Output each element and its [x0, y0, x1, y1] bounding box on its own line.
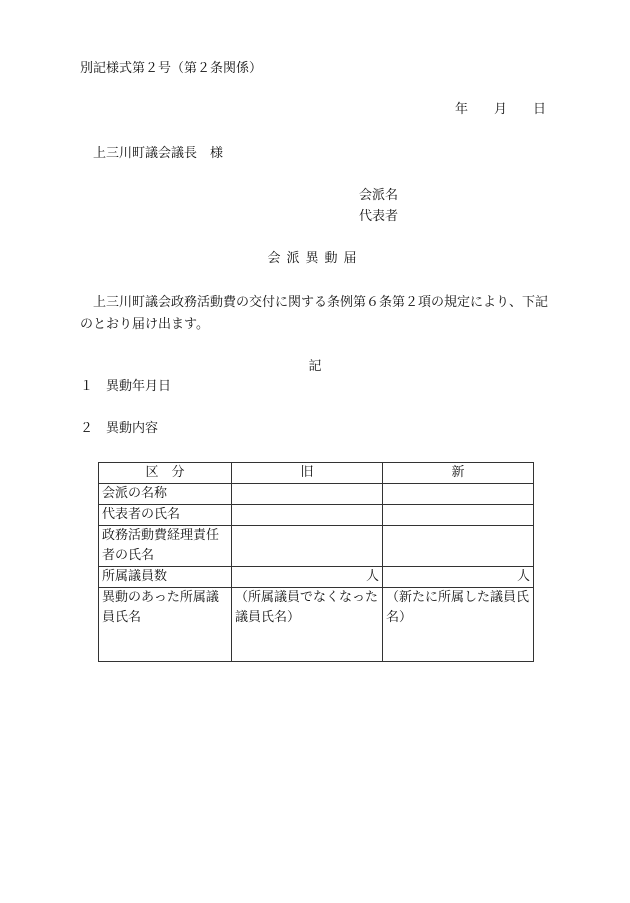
header-category: 区 分 [99, 463, 232, 484]
date-year-label: 年 [455, 102, 469, 117]
item-1 [80, 378, 171, 396]
form-number: 別記様式第２号（第２条関係） [80, 61, 263, 76]
table-row [99, 484, 534, 505]
row-old [232, 526, 383, 567]
row-new: 人 [383, 567, 534, 588]
row-new [383, 484, 534, 505]
date-day-label: 日 [533, 102, 547, 117]
header-new: 新 [383, 463, 534, 484]
ki-mark: 記 [308, 359, 322, 374]
group-name-label: 会派名 [359, 188, 399, 203]
row-new [383, 505, 534, 526]
item-2-label: 異動内容 [106, 421, 159, 436]
row-label: 代表者の氏名 [99, 505, 232, 526]
row-old [232, 505, 383, 526]
table-row [99, 567, 534, 588]
row-old: 人 [232, 567, 383, 588]
row-old: （所属議員でなくなった議員氏名） [232, 588, 383, 662]
row-new [383, 526, 534, 567]
row-label: 所属議員数 [99, 567, 232, 588]
document-title: 会派異動届 [267, 251, 363, 266]
row-label: 会派の名称 [99, 484, 232, 505]
item-1-label: 異動年月日 [106, 379, 172, 394]
item-1-number: １ [80, 379, 94, 394]
row-old [232, 484, 383, 505]
row-label: 異動のあった所属議員氏名 [99, 588, 232, 662]
date-line [455, 101, 546, 119]
table-header-row [99, 463, 534, 484]
table-row [99, 505, 534, 526]
addressee: 上三川町議会議長 様 [93, 146, 224, 161]
date-month-label: 月 [494, 102, 508, 117]
table-row [99, 526, 534, 567]
change-table [98, 462, 534, 662]
body-text: 上三川町議会政務活動費の交付に関する条例第６条第２項の規定により、下記のとおり届け出ます。 [80, 295, 549, 332]
table-row [99, 588, 534, 662]
row-new: （新たに所属した議員氏名） [383, 588, 534, 662]
header-old: 旧 [232, 463, 383, 484]
item-2-number: ２ [80, 421, 94, 436]
row-label: 政務活動費経理責任者の氏名 [99, 526, 232, 567]
item-2 [80, 420, 158, 438]
representative-label: 代表者 [359, 209, 399, 224]
